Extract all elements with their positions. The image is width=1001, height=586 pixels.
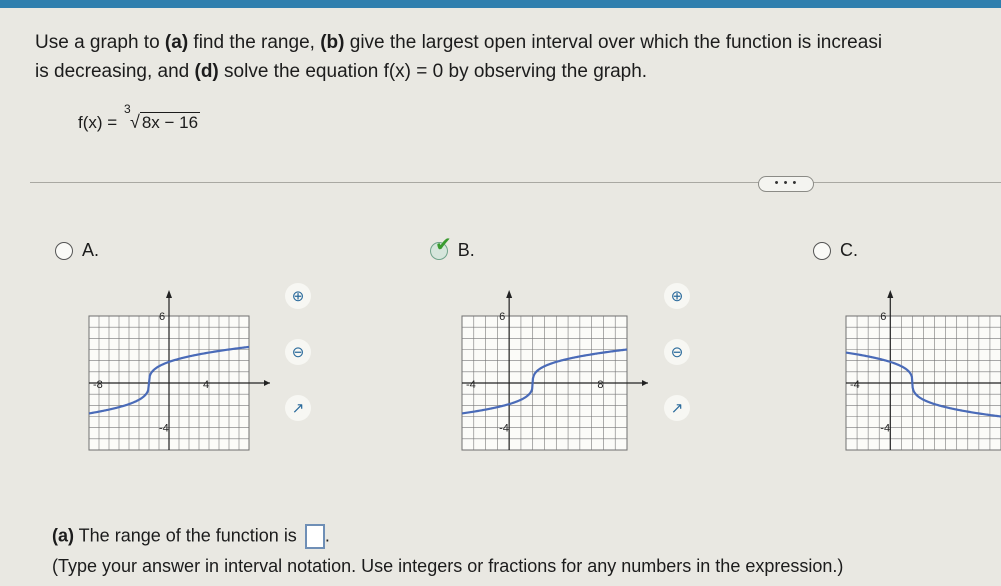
radicand: 8x − 16 xyxy=(141,113,199,132)
graph-c xyxy=(832,282,1001,460)
question-line1-mid2: give the largest open interval over which the function is increasi xyxy=(344,32,883,53)
range-answer-input[interactable] xyxy=(305,524,325,549)
divider xyxy=(30,182,1001,183)
question-text xyxy=(35,28,882,86)
part-b-label: (b) xyxy=(320,32,345,53)
y-tick-label: -4 xyxy=(159,422,169,435)
cube-root xyxy=(123,102,200,133)
x-tick-label: -8 xyxy=(93,379,103,391)
option-b[interactable] xyxy=(430,234,475,261)
checkmark-icon: ✔ xyxy=(435,234,452,256)
open-external-icon[interactable]: ↗ xyxy=(664,395,690,421)
question-line2-mid: solve the equation xyxy=(218,61,384,82)
open-external-icon[interactable]: ↗ xyxy=(285,395,311,421)
question-line1-pre: Use a graph to xyxy=(35,32,165,53)
answer-suffix: . xyxy=(324,525,330,546)
formula-lhs: f(x) = xyxy=(78,113,118,132)
question-line2-pre: is decreasing, and xyxy=(35,61,195,82)
answer-text: The range of the function is xyxy=(74,525,297,546)
question-line1-mid1: find the range, xyxy=(188,32,321,53)
x-tick-label: 8 xyxy=(597,379,604,391)
y-tick-label: 6 xyxy=(499,311,506,323)
x-tick-label: -4 xyxy=(466,379,476,391)
zoom-in-icon[interactable]: ⊕ xyxy=(285,283,311,309)
part-d-label: (d) xyxy=(194,61,219,82)
graph-a xyxy=(75,282,275,460)
root-index: 3 xyxy=(123,102,131,116)
y-tick-label: -4 xyxy=(880,422,891,435)
instructions-text: (Type your answer in interval notation. Use integers or fractions for any numbers in the expression.) xyxy=(52,556,844,576)
zoom-out-icon[interactable]: ⊖ xyxy=(285,339,311,365)
radio-option-c[interactable] xyxy=(813,242,831,260)
answer-prompt xyxy=(52,524,330,549)
x-tick-label: -4 xyxy=(850,379,860,391)
graph-b xyxy=(448,282,653,460)
function-formula xyxy=(78,102,200,133)
x-axis-arrow xyxy=(264,380,270,386)
x-axis-arrow xyxy=(642,380,648,386)
y-axis-arrow xyxy=(887,290,893,298)
radical-sign: √ xyxy=(129,112,140,132)
zoom-in-icon[interactable]: ⊕ xyxy=(664,283,690,309)
answer-part-label: (a) xyxy=(52,525,74,546)
option-c-label: C. xyxy=(840,240,858,260)
option-b-label: B. xyxy=(457,240,475,260)
x-tick-label: 4 xyxy=(203,379,210,391)
equation-text: f(x) = 0 xyxy=(383,61,444,82)
y-axis-arrow xyxy=(166,290,172,298)
y-tick-label: -4 xyxy=(499,422,509,435)
option-a[interactable] xyxy=(55,240,99,261)
part-a-label: (a) xyxy=(164,32,189,53)
y-tick-label: 6 xyxy=(159,311,166,323)
question-line2-post: by observing the graph. xyxy=(443,61,648,82)
option-a-label: A. xyxy=(82,240,100,260)
option-c[interactable] xyxy=(813,240,858,261)
y-tick-label: 6 xyxy=(880,311,887,323)
more-button[interactable]: • • • xyxy=(758,176,814,192)
y-axis-arrow xyxy=(506,290,512,298)
top-accent-bar xyxy=(0,0,1001,8)
zoom-out-icon[interactable]: ⊖ xyxy=(664,339,690,365)
radio-option-a[interactable] xyxy=(55,242,73,260)
